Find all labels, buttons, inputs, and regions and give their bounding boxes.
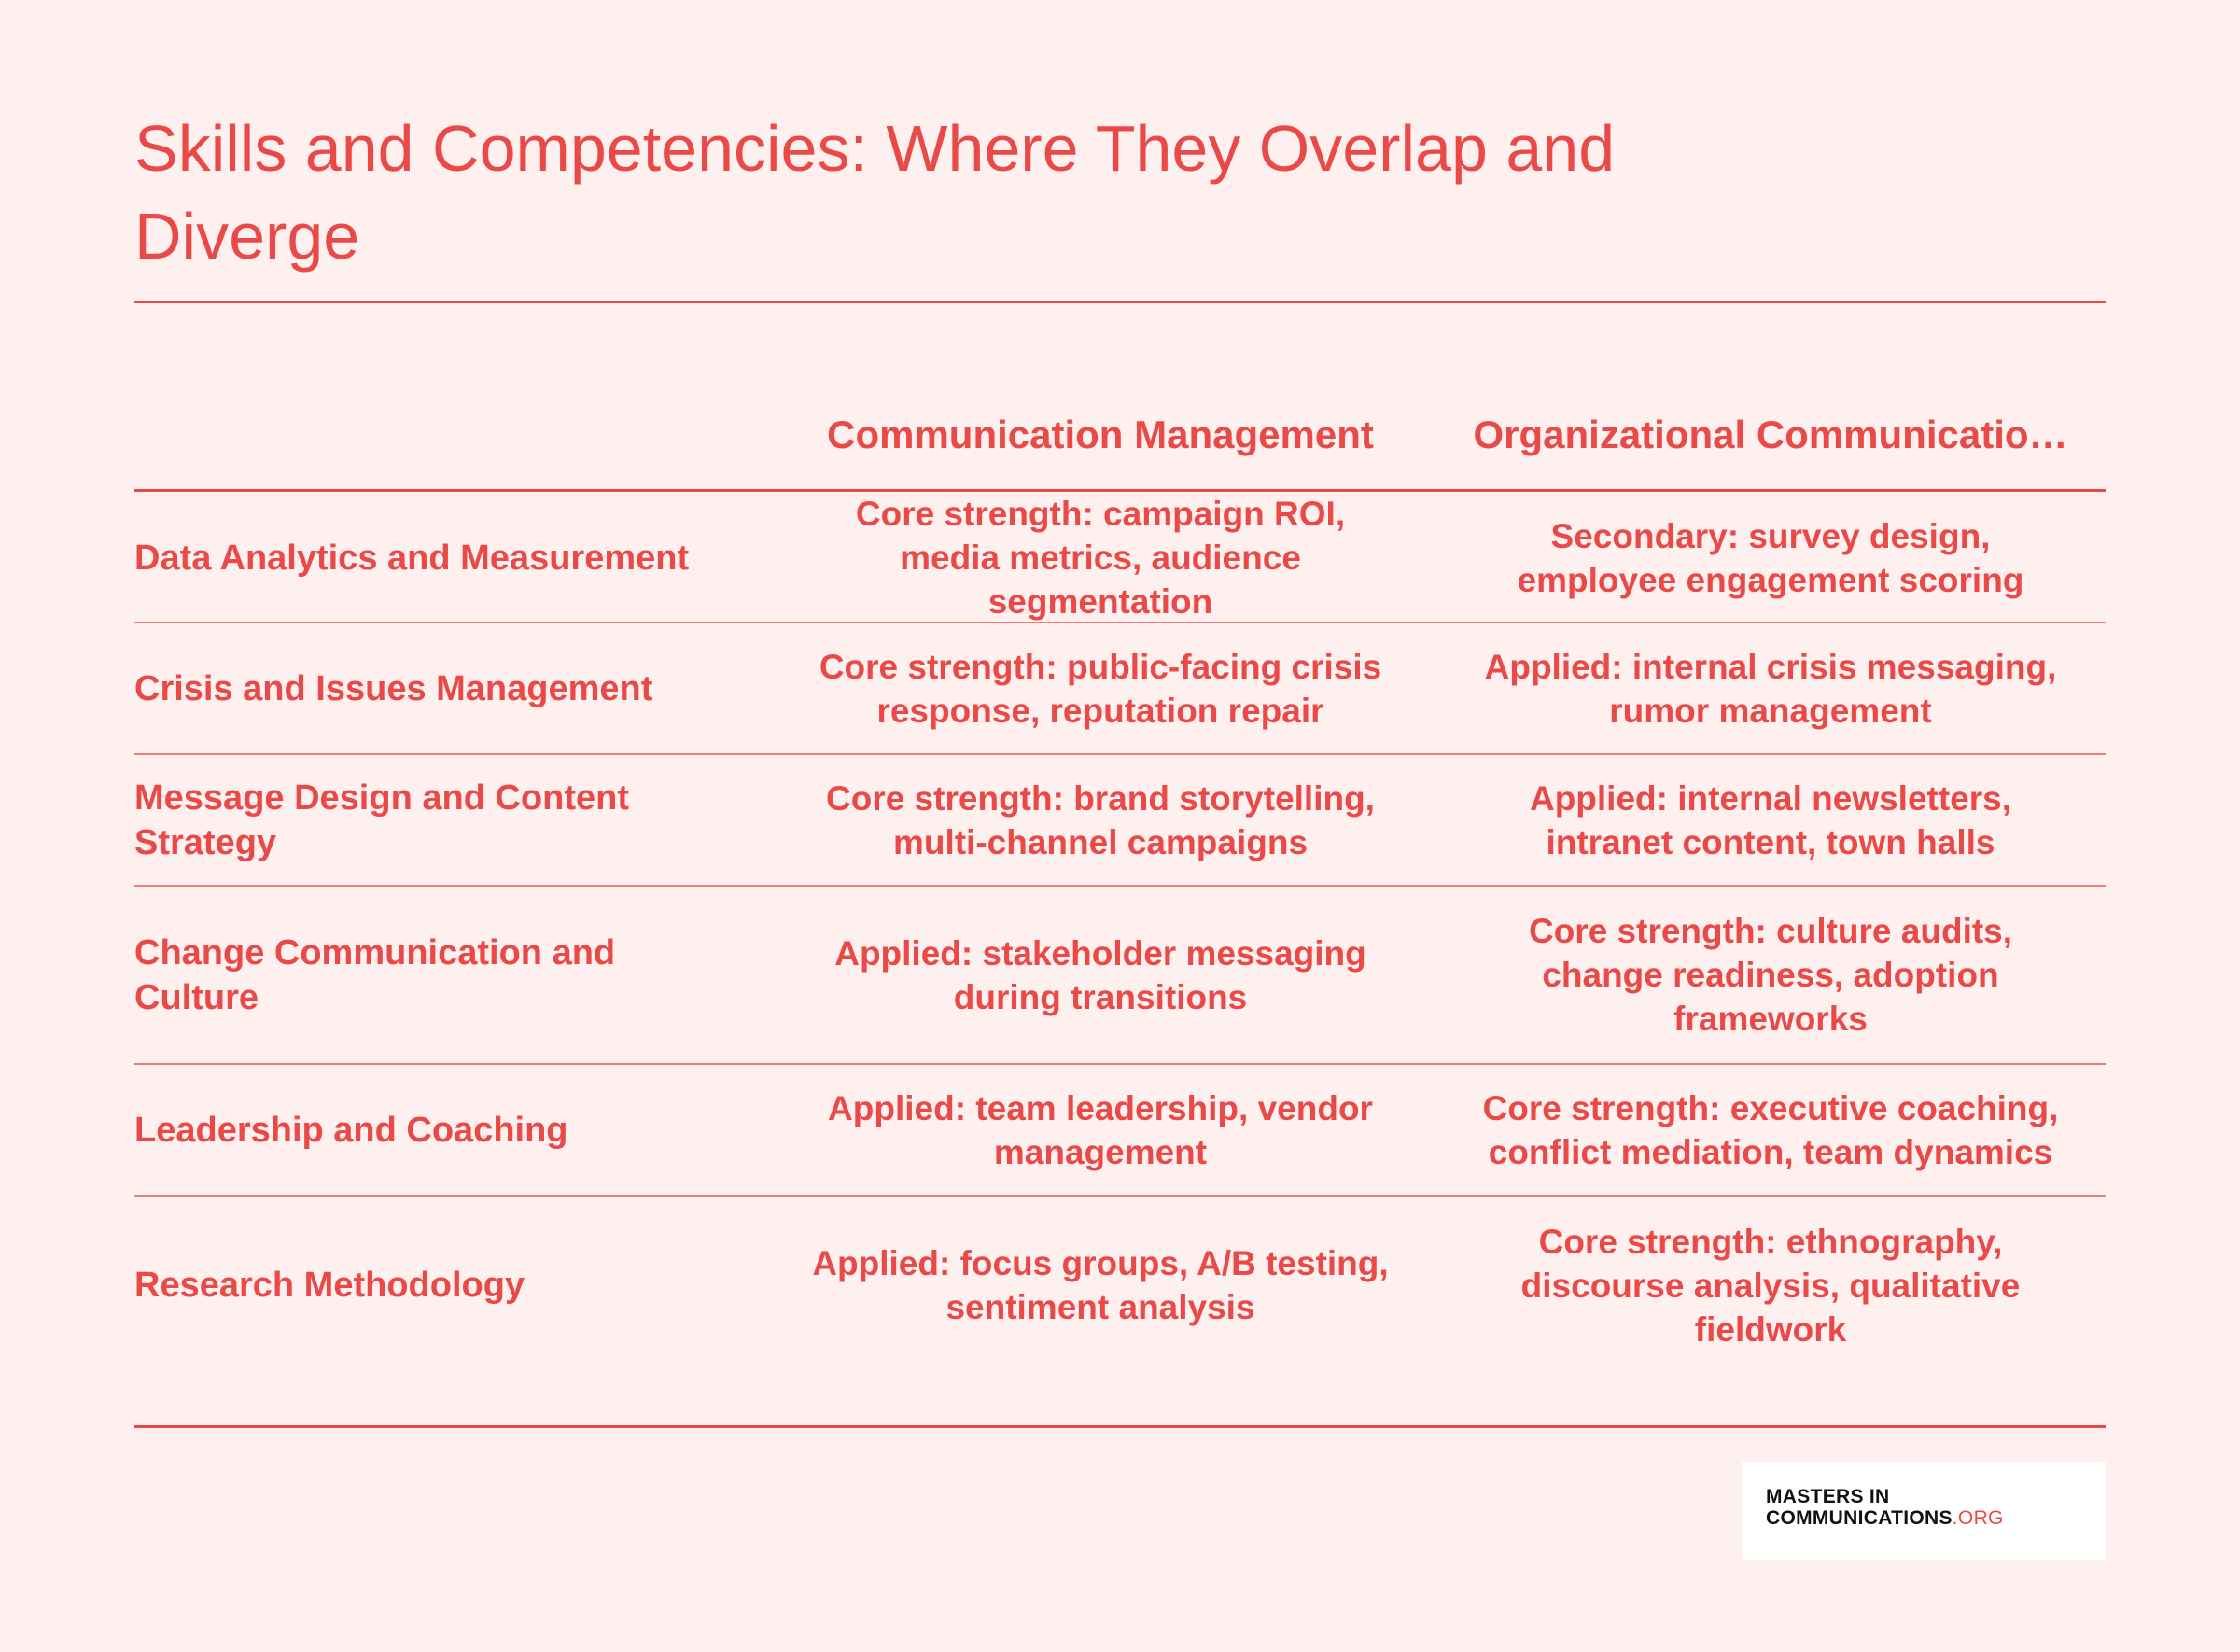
cell-organizational-communication: Core strength: executive coaching, conflict mediation, team dynamics: [1482, 1088, 2059, 1171]
cell-organizational-communication: Core strength: culture audits, change readiness, adoption frameworks: [1528, 912, 2013, 1038]
cell-communication-management: Applied: team leadership, vendor management: [828, 1088, 1373, 1171]
cell-communication-management: Core strength: public-facing crisis response, reputation repair: [819, 647, 1382, 730]
cell-communication-management: Applied: focus groups, A/B testing, sentiment analysis: [812, 1244, 1389, 1326]
table-row: [134, 1065, 2106, 1197]
table-row: [134, 623, 2106, 755]
header-communication-management: Communication Management: [827, 413, 1374, 456]
top-divider: [134, 301, 2106, 303]
comparison-table: [134, 381, 2106, 1374]
row-label: Research Methodology: [134, 1266, 525, 1305]
site-logo: [1742, 1462, 2106, 1560]
cell-communication-management: Applied: stakeholder messaging during transitions: [834, 933, 1366, 1016]
row-label: Change Communication and Culture: [134, 932, 616, 1017]
table-row: [134, 492, 2106, 623]
row-label: Data Analytics and Measurement: [134, 538, 690, 578]
logo-line-2: [1766, 1507, 2106, 1529]
logo-word: COMMUNICATIONS: [1766, 1507, 1953, 1529]
row-label: Leadership and Coaching: [134, 1110, 568, 1150]
cell-communication-management: Core strength: campaign ROI, media metrics, audience segmentation: [855, 495, 1346, 621]
logo-line-1: MASTERS IN: [1766, 1486, 1890, 1507]
cell-organizational-communication: Core strength: ethnography, discourse analysis, qualitative fieldwork: [1520, 1222, 2021, 1349]
cell-organizational-communication: Applied: internal newsletters, intranet content, town halls: [1529, 778, 2012, 861]
cell-organizational-communication: Secondary: survey design, employee engagement scoring: [1517, 516, 2024, 599]
cell-communication-management: Core strength: brand storytelling, multi-channel campaigns: [826, 778, 1375, 861]
header-organizational-communication: Organizational Communicatio…: [1473, 413, 2068, 456]
table-row: [134, 1197, 2106, 1374]
table-header-row: [134, 381, 2106, 492]
table-row: [134, 755, 2106, 887]
page-title: Skills and Competencies: Where They Overlap and Diverge: [134, 112, 1616, 273]
row-label: Message Design and Content Strategy: [134, 777, 629, 862]
row-label: Crisis and Issues Management: [134, 668, 653, 708]
logo-suffix: .ORG: [1952, 1507, 2004, 1529]
table-row: [134, 887, 2106, 1065]
cell-organizational-communication: Applied: internal crisis messaging, rumor management: [1484, 647, 2057, 730]
bottom-divider: [134, 1425, 2106, 1428]
